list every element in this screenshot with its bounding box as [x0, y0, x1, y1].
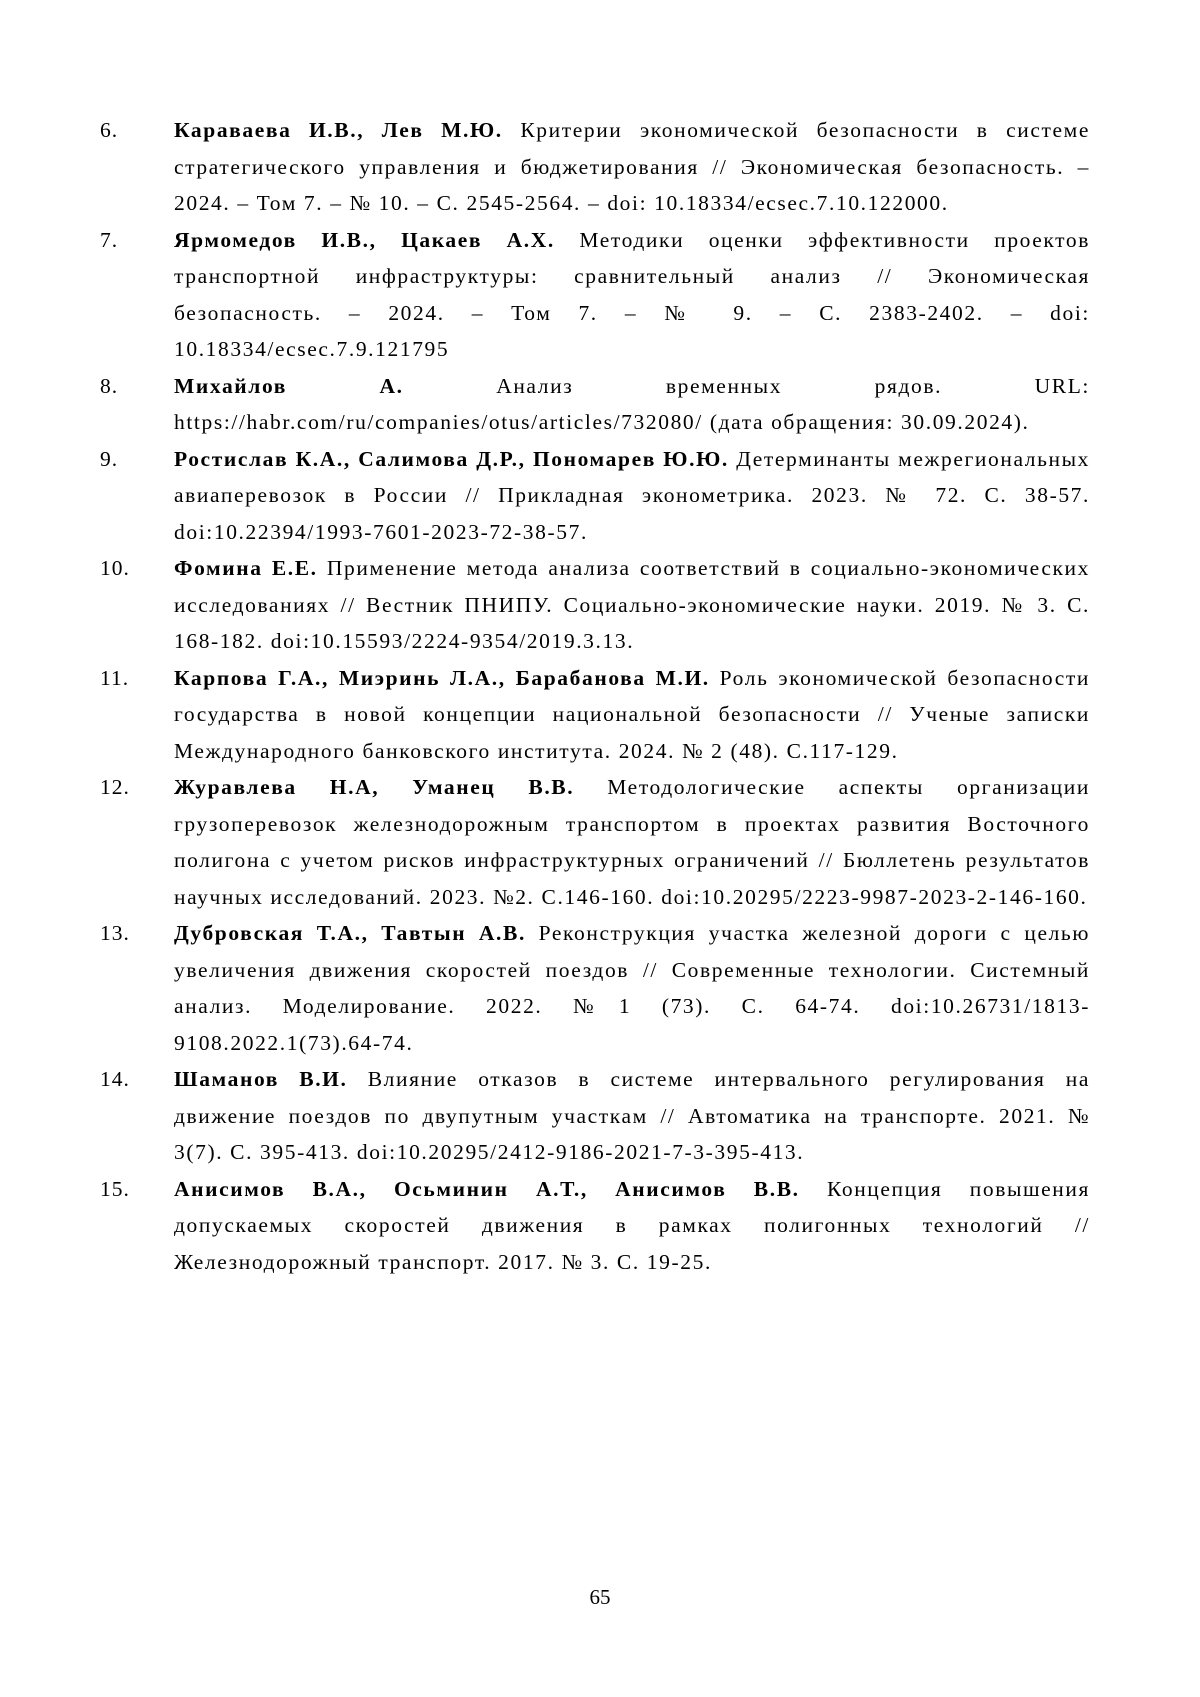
reference-text: Роль экономической безопасности государства в новой концепции национальной безопасности // Ученые записки Международного банковского института. 2024. № 2 (48). С.117-129. [174, 665, 1090, 763]
reference-authors: Ярмомедов И.В., Цакаев А.Х. [174, 227, 580, 252]
reference-number: 15. [100, 1176, 130, 1201]
reference-item [100, 660, 1090, 770]
reference-text: Методики оценки эффективности проектов транспортной инфраструктуры: сравнительный анализ // Экономическая безопасность. – 2024. – Том 7. – № 9. – С. 2383-2402. – doi: 10.18334/ecsec.7.9.121795 [174, 227, 1090, 361]
reference-item [100, 915, 1090, 1061]
reference-item [100, 112, 1090, 222]
reference-item [100, 769, 1090, 915]
reference-authors: Журавлева Н.А, Уманец В.В. [174, 775, 608, 799]
reference-item [100, 550, 1090, 660]
reference-number: 13. [100, 921, 130, 945]
reference-number: 6. [100, 118, 119, 142]
reference-authors: Ростислав К.А., Салимова Д.Р., Пономарев Ю.Ю. [174, 446, 737, 471]
reference-item [100, 368, 1090, 441]
reference-authors: Михайлов А. [174, 373, 497, 398]
reference-text: Критерии экономической безопасности в системе стратегического управления и бюджетирования // Экономическая безопасность. – 2024. – Том 7. – № 10. – С. 2545-2564. – doi: 10.18334/ecsec.7.10.122000. [174, 118, 1090, 215]
reference-item [100, 222, 1090, 368]
reference-authors: Карпова Г.А., Миэринь Л.А., Барабанова М.И. [174, 665, 720, 690]
reference-text: Детерминанты межрегиональных авиаперевозок в России // Прикладная эконометрика. 2023. № 72. С. 38-57. doi:10.22394/1993-7601-2023-72-38-57. [174, 446, 1091, 544]
reference-item [100, 441, 1090, 551]
reference-number: 8. [100, 373, 119, 398]
reference-text: Методологические аспекты организации грузоперевозок железнодорожным транспортом в проектах развития Восточного полигона с учетом рисков инфраструктурных ограничений // Бюллетень результатов научных исследований. 2023. №2. С.146-160. doi:10.20295/2223-9987-2023-2-146-160. [174, 775, 1090, 909]
reference-text: Влияние отказов в системе интервального регулирования на движение поездов по двупутным участкам // Автоматика на транспорте. 2021. № 3(7). С. 395-413. doi:10.20295/2412-9186-2021-7-3-395-413. [174, 1067, 1090, 1164]
reference-authors: Дубровская Т.А., Тавтын А.В. [174, 921, 539, 945]
reference-list [100, 112, 1090, 1280]
reference-number: 14. [100, 1067, 130, 1091]
reference-item [100, 1061, 1090, 1171]
reference-text: Реконструкция участка железной дороги с целью увеличения движения скоростей поездов // Современные технологии. Системный анализ. Моделирование. 2022. №1 (73). С. 64-74. doi:10.26731/1813-9108.2022.1(73).64-74. [174, 921, 1091, 1055]
reference-authors: Караваева И.В., Лев М.Ю. [174, 118, 521, 142]
reference-number: 7. [100, 227, 119, 252]
reference-authors: Анисимов В.А., Осьминин А.Т., Анисимов В.В. [174, 1176, 827, 1201]
reference-text: Концепция повышения допускаемых скоростей движения в рамках полигонных технологий // Железнодорожный транспорт. 2017. № 3. С. 19-25. [174, 1176, 1090, 1274]
reference-text: Применение метода анализа соответствий в социально-экономических исследованиях // Вестник ПНИПУ. Социально-экономические науки. 2019. № 3. С. 168-182. doi:10.15593/2224-9354/2019.3.13. [174, 556, 1090, 653]
reference-text: Анализ временных рядов. URL: https://habr.com/ru/companies/otus/articles/732080/ (дата обращения: 30.09.2024). [174, 373, 1091, 434]
reference-number: 10. [100, 556, 130, 580]
reference-item [100, 1171, 1090, 1281]
reference-number: 12. [100, 775, 130, 799]
reference-authors: Шаманов В.И. [174, 1067, 368, 1091]
reference-number: 9. [100, 446, 119, 471]
reference-authors: Фомина Е.Е. [174, 556, 327, 580]
page-number: 65 [589, 1585, 611, 1609]
reference-number: 11. [100, 665, 130, 690]
